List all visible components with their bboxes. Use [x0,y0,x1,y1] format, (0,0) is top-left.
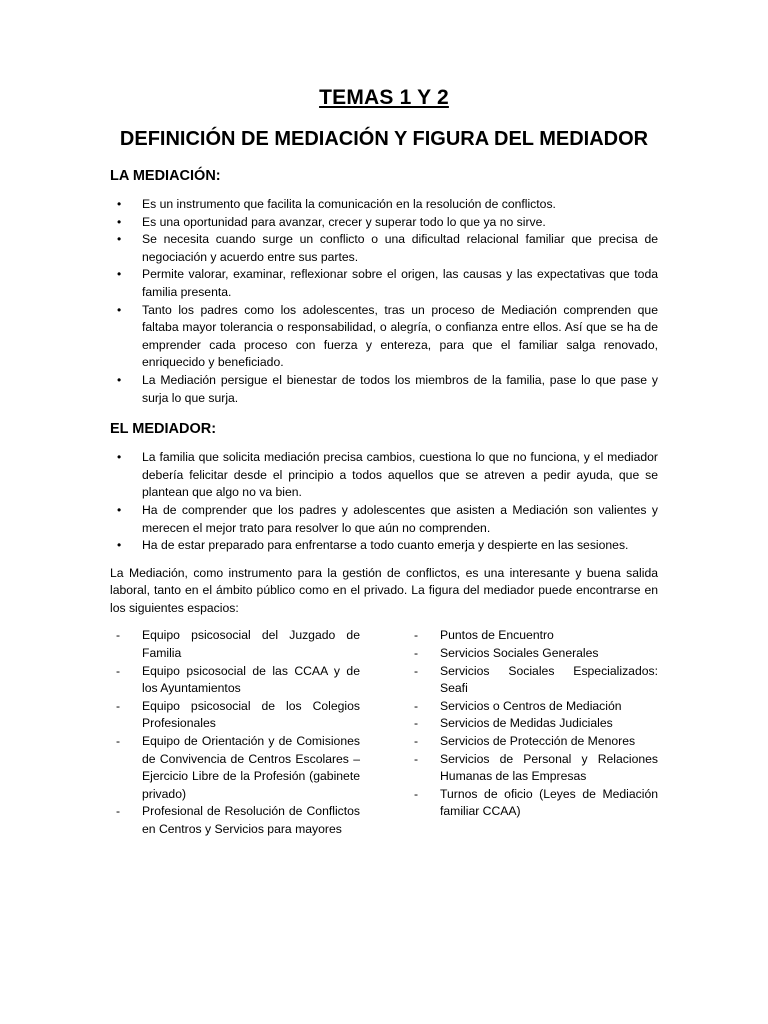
list-item: - Puntos de Encuentro [408,627,658,645]
dash-marker: - [414,646,419,661]
bullet-marker: • [117,450,122,465]
dash-marker: - [116,804,121,819]
spaces-columns [110,627,658,838]
bullet-marker: • [117,197,122,211]
dash-marker: - [414,698,419,713]
list-item: • Es un instrumento que facilita la comunicación en la resolución de conflictos. [110,196,658,214]
mediador-bullet-list [110,449,658,555]
dash-marker: - [116,698,121,713]
list-item: • Es una oportunidad para avanzar, crecer y superar todo lo que ya no sirve. [110,214,658,232]
intro-paragraph: La Mediación, como instrumento para la gestión de conflictos, es una interesante y buena salida laboral, tanto en el ámbito público como en el privado. La figura del mediador puede encontrarse en los siguientes espacios: [110,565,658,615]
dash-marker: - [414,716,419,731]
list-item: • Ha de estar preparado para enfrentarse a todo cuanto emerja y despierte en las sesiones. [110,537,658,555]
dash-marker: - [116,663,121,678]
bullet-marker: • [117,267,122,282]
list-item: - Servicios Sociales Generales [408,645,658,663]
list-item: - Equipo de Orientación y de Comisiones de Convivencia de Centros Escolares – Ejercicio Libre de la Profesión (gabinete privado) [116,734,360,801]
list-item: • Ha de comprender que los padres y adolescentes que asisten a Mediación son valientes y merecen el mejor trato para resolver lo que aún no comprenden. [117,502,658,535]
list-item: - Equipo psicosocial de los Colegios Profesionales [116,698,360,731]
mediacion-bullet-list [110,196,658,407]
list-item: - Servicios Sociales Especializados: Seafi [414,663,658,696]
bullet-marker: • [117,302,122,317]
bullet-marker: • [117,232,122,247]
list-item: - Servicios o Centros de Mediación [408,698,658,716]
dash-marker: - [414,751,419,766]
list-item: - Turnos de oficio (Leyes de Mediación familiar CCAA) [414,786,658,819]
section-heading-mediacion: LA MEDIACIÓN: [110,168,221,184]
list-item: - Equipo psicosocial del Juzgado de Familia [116,628,360,661]
list-item: - Servicios de Personal y Relaciones Humanas de las Empresas [414,751,658,784]
dash-marker: - [414,734,419,749]
list-item: • Se necesita cuando surge un conflicto o una dificultad relacional familiar que precisa de negociación y acuerdo entre sus partes. [117,232,658,264]
bullet-marker: • [117,538,122,553]
spaces-left-column [110,627,360,838]
dash-marker: - [414,663,419,678]
list-item: • La Mediación persigue el bienestar de todos los miembros de la familia, pase lo que pase y surja lo que surja. [117,372,658,405]
list-item: - Equipo psicosocial de las CCAA y de los Ayuntamientos [116,663,360,696]
section-heading-mediador: EL MEDIADOR: [110,421,217,438]
dash-marker: - [116,734,121,749]
document-subtitle: DEFINICIÓN DE MEDIACIÓN Y FIGURA DEL MEDIADOR [119,128,649,150]
dash-marker: - [414,628,419,643]
dash-marker: - [116,628,121,643]
spaces-right-column [408,627,658,838]
list-item: - Profesional de Resolución de Conflictos en Centros y Servicios para mayores [116,804,360,836]
list-item: - Servicios de Medidas Judiciales [408,715,658,733]
bullet-marker: • [117,214,122,229]
bullet-marker: • [117,372,122,387]
dash-marker: - [414,786,419,801]
document-title: TEMAS 1 Y 2 [319,86,449,109]
list-item: • Permite valorar, examinar, reflexionar sobre el origen, las causas y las expectativas que toda familia presenta. [117,267,658,299]
list-item: • La familia que solicita mediación precisa cambios, cuestiona lo que no funciona, y el mediador debería felicitar desde el principio a todos aquellos que se atreven a pedir ayuda, que se plantean que algo no va bien. [117,450,658,500]
list-item: • Tanto los padres como los adolescentes, tras un proceso de Mediación comprenden que faltaba mayor tolerancia o responsabilidad, o alegría, o confianza entre ellos. Así que se ha de emprender cada proceso con fuerza y entereza, para que el familiar salga renovado, enriquecido y beneficiado. [117,302,658,370]
list-item: - Servicios de Protección de Menores [408,733,658,751]
bullet-marker: • [117,502,122,517]
